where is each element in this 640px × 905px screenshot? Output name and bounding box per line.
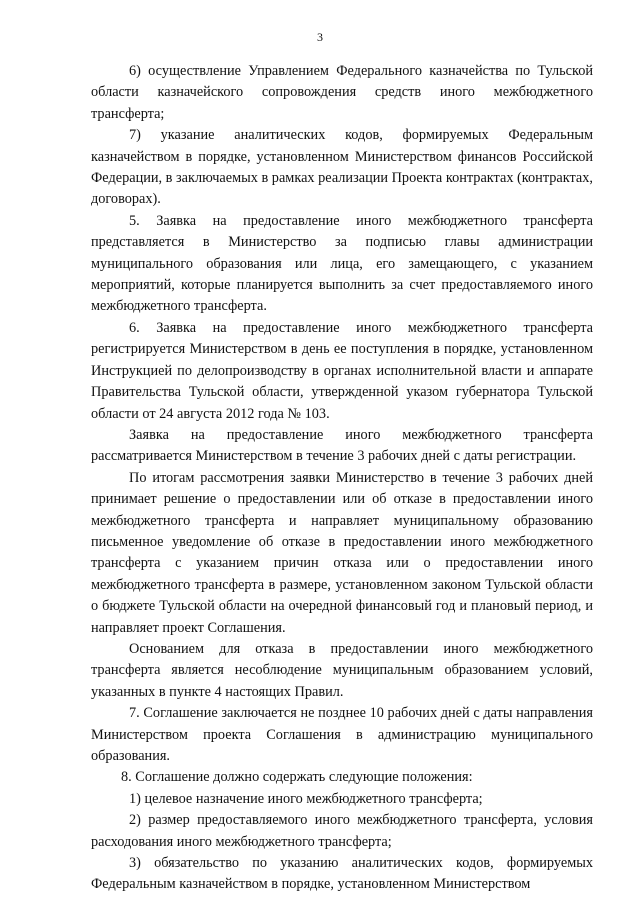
page-number: 3 xyxy=(317,30,323,44)
document-body xyxy=(91,61,593,896)
paragraph-decision: По итогам рассмотрения заявки Министерство в течение 3 рабочих дней принимает решение о предоставлении или об отказе в предоставлении иного межбюджетного трансферта и направляет муниципальному образованию письменное уведомление об отказе в предоставлении иного межбюджетного трансферта с указанием причин отказа или о предоставлении иного межбюджетного трансферта в размере, установленном законом Тульской области о бюджете Тульской области на очередной финансовый год и плановый период, и направляет проект Соглашения. xyxy=(91,469,593,636)
paragraph-clause-6: 6. Заявка на предоставление иного межбюджетного трансферта регистрируется Министерством в день ее поступления в порядке, установленном Инструкцией по делопроизводству в органах исполнительной власти и аппарате Правительства Тульской области, утвержденной указом губернатора Тульской области от 24 августа 2012 года № 103. xyxy=(91,319,593,422)
paragraph-clause-5: 5. Заявка на предоставление иного межбюджетного трансферта представляется в Министерство за подписью главы администрации муниципального образования или лица, его замещающего, с указанием мероприятий, которые планируется выполнить за счет предоставляемого иного межбюджетного трансферта. xyxy=(91,212,593,315)
paragraph-review-period: Заявка на предоставление иного межбюджетного трансферта рассматривается Министерством в течение 3 рабочих дней с даты регистрации. xyxy=(91,426,593,465)
paragraph-subitem-3: 3) обязательство по указанию аналитических кодов, формируемых Федеральным казначейством в порядке, установленном Министерством xyxy=(91,855,593,893)
paragraph-refusal-grounds: Основанием для отказа в предоставлении иного межбюджетного трансферта является несоблюдение муниципальным образованием условий, указанных в пункте 4 настоящих Правил. xyxy=(91,640,593,700)
paragraph-item-7: 7) указание аналитических кодов, формируемых Федеральным казначейством в порядке, установленном Министерством финансов Российской Федерации, в заключаемых в рамках реализации Проекта контрактах (контрактах, договорах). xyxy=(91,127,593,208)
paragraph-item-6: 6) осуществление Управлением Федерального казначейства по Тульской области казначейского сопровождения средств иного межбюджетного трансферта; xyxy=(91,63,593,122)
paragraph-clause-7: 7. Соглашение заключается не позднее 10 рабочих дней с даты направления Министерством проекта Соглашения в администрацию муниципального образования. xyxy=(91,705,593,764)
paragraph-clause-8: 8. Соглашение должно содержать следующие положения: xyxy=(121,769,473,786)
paragraph-subitem-2: 2) размер предоставляемого иного межбюджетного трансферта, условия расходования иного межбюджетного трансферта; xyxy=(91,812,593,850)
paragraph-subitem-1: 1) целевое назначение иного межбюджетного трансферта; xyxy=(129,790,483,807)
